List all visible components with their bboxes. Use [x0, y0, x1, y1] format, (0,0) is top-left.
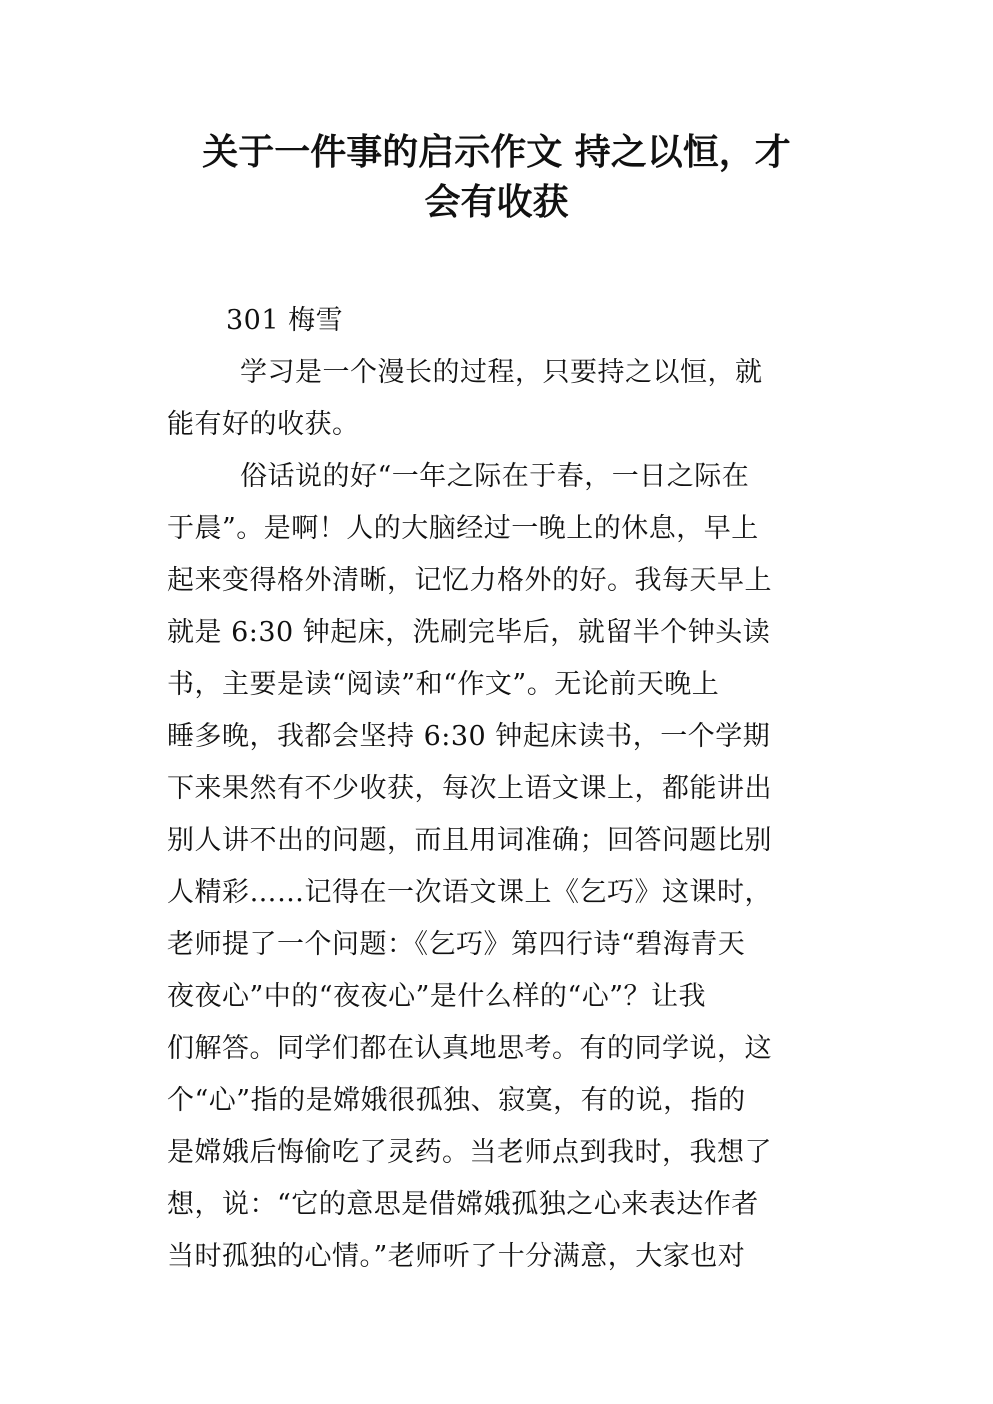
body-text-line: 个“心”指的是嫦娥很孤独、寂寞，有的说，指的	[167, 1085, 746, 1116]
body-text-line: 人精彩……记得在一次语文课上《乞巧》这课时，	[167, 877, 772, 908]
body-text-line: 老师提了一个问题：《乞巧》第四行诗“碧海青天	[167, 929, 746, 960]
body-text-line: 起来变得格外清晰，记忆力格外的好。我每天早上	[167, 565, 772, 596]
document-title-line-1: 关于一件事的启示作文 持之以恒，才	[202, 132, 791, 173]
body-text-line: 睡多晚，我都会坚持 6:30 钟起床读书，一个学期	[167, 721, 771, 752]
body-text-line: 学习是一个漫长的过程，只要持之以恒，就	[240, 357, 763, 388]
body-text-line: 能有好的收获。	[167, 409, 360, 440]
body-text-line: 就是 6:30 钟起床，洗刷完毕后，就留半个钟头读	[167, 617, 771, 648]
body-text-line: 想，说：“它的意思是借嫦娥孤独之心来表达作者	[167, 1189, 759, 1220]
body-text-line: 俗话说的好“一年之际在于春，一日之际在	[240, 461, 750, 492]
body-text-line: 于晨”。是啊！人的大脑经过一晚上的休息，早上	[167, 513, 759, 544]
body-text-line: 夜夜心”中的“夜夜心”是什么样的“心”？让我	[167, 981, 707, 1012]
body-text-line: 别人讲不出的问题，而且用词准确；回答问题比别	[167, 825, 772, 856]
body-text-line: 下来果然有不少收获，每次上语文课上，都能讲出	[167, 773, 772, 804]
document-title-line-2: 会有收获	[424, 182, 569, 223]
body-text-line: 书，主要是读“阅读”和“作文”。无论前天晚上	[167, 669, 720, 700]
author-line: 301 梅雪	[226, 305, 344, 336]
body-text-line: 是嫦娥后悔偷吃了灵药。当老师点到我时，我想了	[167, 1137, 772, 1168]
body-text-line: 当时孤独的心情。”老师听了十分满意，大家也对	[167, 1241, 746, 1272]
body-text-line: 们解答。同学们都在认真地思考。有的同学说，这	[167, 1033, 772, 1064]
